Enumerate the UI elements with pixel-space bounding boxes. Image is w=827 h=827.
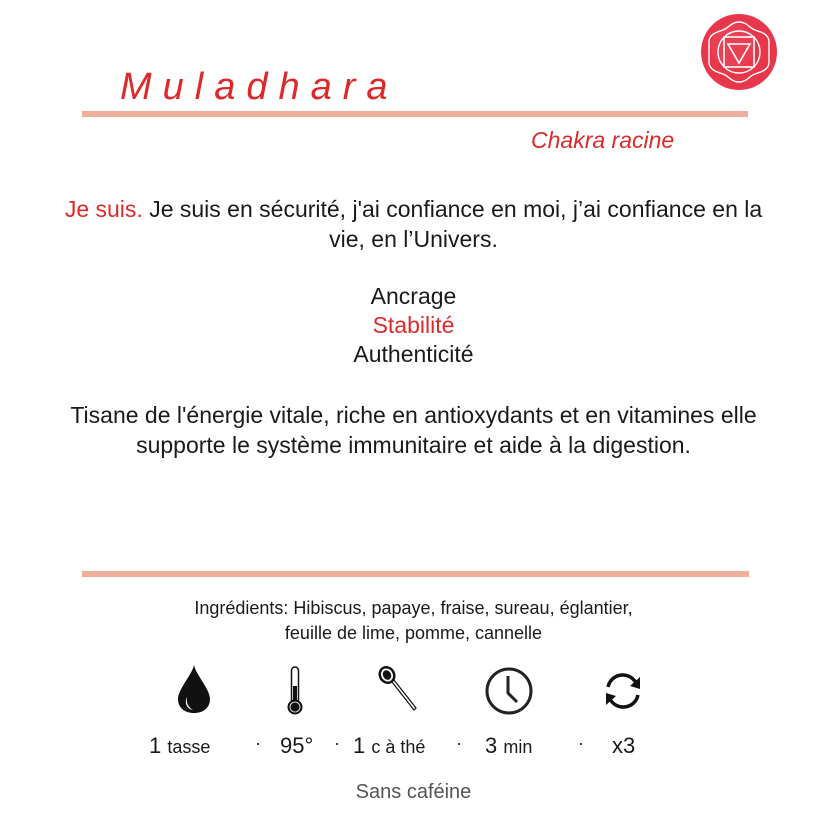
ingredients-line: Ingrédients: Hibiscus, papaye, fraise, sureau, églantier, bbox=[194, 598, 633, 618]
time-value: 3 bbox=[485, 733, 498, 758]
divider-bottom bbox=[82, 571, 749, 577]
divider-top bbox=[82, 111, 748, 117]
description-line: supporte le système immunitaire et aide à la digestion. bbox=[136, 432, 691, 458]
water-amount bbox=[149, 733, 210, 759]
page-title: Muladhara bbox=[120, 66, 399, 108]
affirmation-text: Je suis en sécurité, j'ai confiance en moi, j’ai confiance en la bbox=[142, 196, 763, 222]
affirmation-lead: Je suis. bbox=[64, 196, 143, 222]
separator: · bbox=[255, 733, 261, 753]
water-drop-icon bbox=[176, 663, 212, 720]
affirmation bbox=[40, 194, 787, 254]
keyword: Stabilité bbox=[372, 312, 455, 338]
clock-icon bbox=[484, 666, 534, 721]
time-unit: min bbox=[503, 737, 533, 757]
keyword: Ancrage bbox=[370, 283, 457, 309]
temperature: 95° bbox=[280, 733, 314, 758]
keyword: Authenticité bbox=[353, 341, 474, 367]
separator: · bbox=[456, 733, 462, 753]
water-value: 1 bbox=[149, 733, 162, 758]
separator: · bbox=[334, 733, 340, 753]
separator: · bbox=[578, 733, 584, 753]
refresh-icon bbox=[600, 669, 646, 718]
subtitle: Chakra racine bbox=[531, 127, 675, 153]
thermometer-icon bbox=[285, 666, 305, 721]
keywords bbox=[40, 282, 787, 369]
caffeine-note: Sans caféine bbox=[355, 781, 472, 803]
teaspoon-icon bbox=[378, 665, 422, 718]
description bbox=[40, 400, 787, 460]
affirmation-text-2: vie, en l’Univers. bbox=[329, 226, 498, 252]
ingredients bbox=[100, 596, 727, 646]
ingredients-line: feuille de lime, pomme, cannelle bbox=[284, 623, 543, 643]
tea-quantity bbox=[353, 733, 425, 759]
quantity-value: 1 bbox=[353, 733, 366, 758]
water-unit: tasse bbox=[167, 737, 211, 757]
steep-time bbox=[485, 733, 532, 759]
quantity-unit: c à thé bbox=[371, 737, 426, 757]
infusions-count: x3 bbox=[612, 733, 636, 758]
description-line: Tisane de l'énergie vitale, riche en antioxydants et en vitamines elle bbox=[70, 402, 757, 428]
chakra-logo-icon bbox=[699, 12, 779, 92]
